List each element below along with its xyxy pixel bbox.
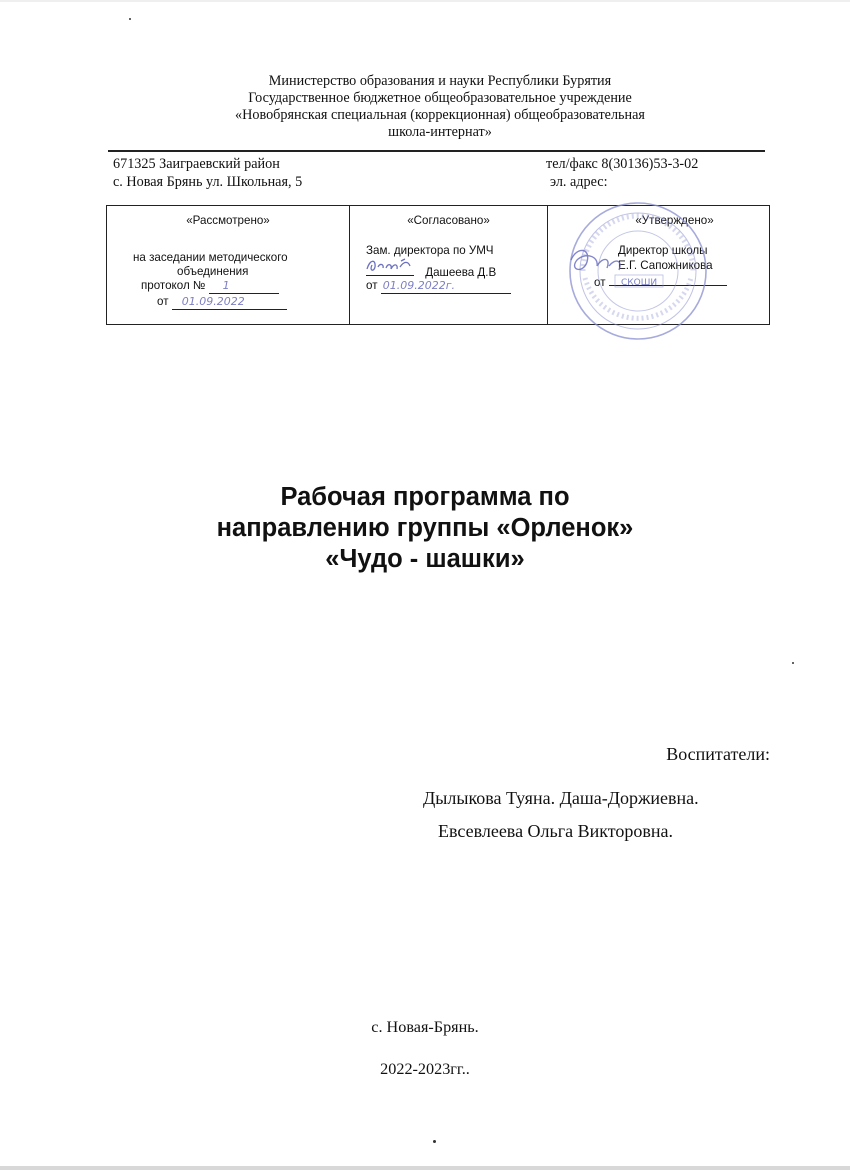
agreed-cell [350,206,548,324]
reviewed-association: объединения [177,265,249,278]
place-of-issue: с. Новая-Брянь. [371,1018,479,1036]
approved-position: Директор школы [618,244,708,257]
reviewed-date [157,295,287,310]
reviewed-meeting: на заседании методического [133,251,288,264]
agreed-name: Дашеева Д.В [425,266,497,279]
school-seal-stamp [563,196,713,346]
reviewed-date-label: от [157,295,169,308]
postal-address [113,155,302,191]
contact-info [546,155,698,191]
reviewed-title: «Рассмотрено» [186,214,270,227]
title-line-2: направлению группы «Орленок» [216,514,634,542]
header-divider [108,150,765,152]
academic-years: 2022-2023гг.. [380,1060,470,1078]
document-title [100,482,750,575]
reviewed-date-value: 01.09.2022 [181,295,245,308]
address-line-2: с. Новая Брянь ул. Школьная, 5 [113,174,303,190]
agreed-date-line [381,279,511,294]
educator-name: Евсевлеева Ольга Викторовна. [438,821,674,841]
title-line-1: Рабочая программа по [280,483,570,511]
protocol-number-line [209,279,279,294]
address-line-1: 671325 Заиграевский район [113,156,280,172]
title-line-3: «Чудо - шашки» [325,545,525,573]
scan-speck [433,1140,436,1143]
approved-date-label: от [594,276,606,289]
educator-name: Дылыкова Туяна. Даша-Доржиевна. [423,788,699,808]
approved-title: «Утверждено» [635,214,714,227]
agreed-signature [364,255,420,277]
reviewed-date-line [172,295,287,310]
stamp-text: СКОШИ [620,278,658,288]
agreed-title: «Согласовано» [407,214,490,227]
approved-name: Е.Г. Сапожникова [618,259,713,272]
phone-fax: тел/факс 8(30136)53-3-02 [546,156,699,172]
institution-header [110,73,770,141]
agreed-date-label: от [366,279,378,292]
header-school-name: «Новобрянская специальная (коррекционная) общеобразовательная [235,107,645,123]
scan-speck [129,18,131,20]
scan-bottom-edge [0,1166,850,1170]
reviewed-protocol [141,279,279,294]
educators-label: Воспитатели: [666,744,770,764]
protocol-number: 1 [222,279,230,292]
reviewed-cell [107,206,350,324]
agreed-signer [366,263,496,280]
header-school-type: школа-интернат» [388,124,492,140]
header-institution-type: Государственное бюджетное общеобразовательное учреждение [248,90,632,106]
agreed-date [366,279,511,294]
protocol-label: протокол № [141,279,206,292]
agreed-position: Зам. директора по УМЧ [366,244,494,257]
email-label: эл. адрес: [550,174,608,190]
agreed-signature-line [366,263,414,276]
header-ministry: Министерство образования и науки Республики Бурятия [268,73,612,89]
agreed-date-value: 01.09.2022г. [382,279,456,292]
scan-speck [792,662,794,664]
